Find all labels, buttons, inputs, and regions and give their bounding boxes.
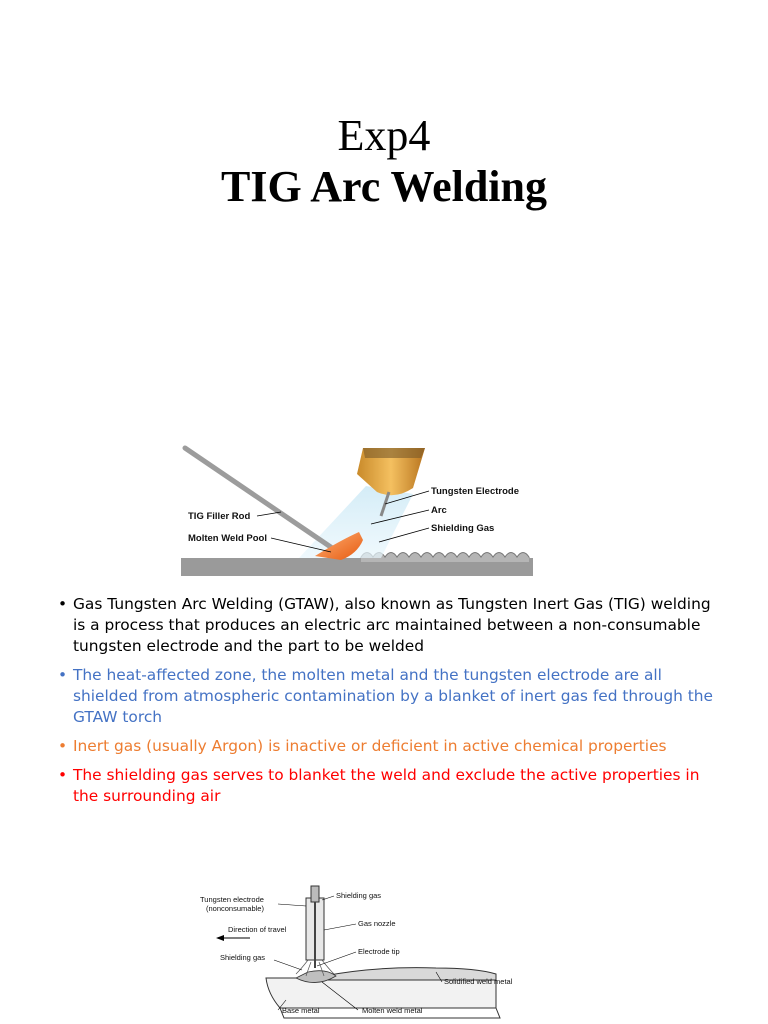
bullet-dot: • (58, 737, 68, 755)
label-shielding-gas-top: Shielding gas (336, 891, 382, 900)
bullet-text: Gas Tungsten Arc Welding (GTAW), also known as Tungsten Inert Gas (TIG) welding is a process that produces an electric arc maintained between a non-consumable tungsten electrode and the part to be welded (73, 595, 711, 655)
label-nonconsumable: (nonconsumable) (206, 904, 264, 913)
label-solidified-weld-metal: Solidified weld metal (444, 977, 513, 986)
bullet-list (58, 594, 718, 815)
bullet-item (58, 665, 718, 728)
label-electrode-tip: Electrode tip (358, 947, 400, 956)
bullet-text: Inert gas (usually Argon) is inactive or deficient in active chemical properties (73, 737, 667, 755)
bullet-dot: • (58, 766, 68, 784)
label-molten-weld-metal: Molten weld metal (362, 1006, 423, 1015)
title-line-main: TIG Arc Welding (220, 162, 547, 211)
label-arc: Arc (431, 505, 447, 516)
label-shielding-gas: Shielding Gas (431, 523, 495, 534)
tig-welding-illustration (181, 444, 533, 576)
bullet-item (58, 594, 718, 657)
bullet-dot: • (58, 595, 68, 613)
bullet-item (58, 765, 718, 807)
bullet-dot: • (58, 666, 68, 684)
label-gas-nozzle: Gas nozzle (358, 919, 396, 928)
label-tungsten-electrode: Tungsten Electrode (431, 486, 519, 497)
label-shielding-gas-left: Shielding gas (220, 953, 266, 962)
label-weld-pool: Molten Weld Pool (188, 533, 267, 544)
label-tungsten-electrode: Tungsten electrode (200, 895, 264, 904)
label-base-metal: Base metal (282, 1006, 320, 1015)
label-direction-of-travel: Direction of travel (228, 925, 287, 934)
bullet-text: The heat-affected zone, the molten metal and the tungsten electrode are all shielded from atmospheric contamination by a blanket of inert gas fed through the GTAW torch (73, 666, 714, 726)
bullet-text: The shielding gas serves to blanket the weld and exclude the active properties in the surrounding air (73, 766, 700, 805)
bullet-item (58, 736, 718, 757)
title-line-exp: Exp4 (337, 111, 431, 160)
label-filler-rod: TIG Filler Rod (188, 511, 251, 522)
gtaw-schematic-diagram (196, 876, 526, 1024)
slide-title (0, 110, 768, 212)
